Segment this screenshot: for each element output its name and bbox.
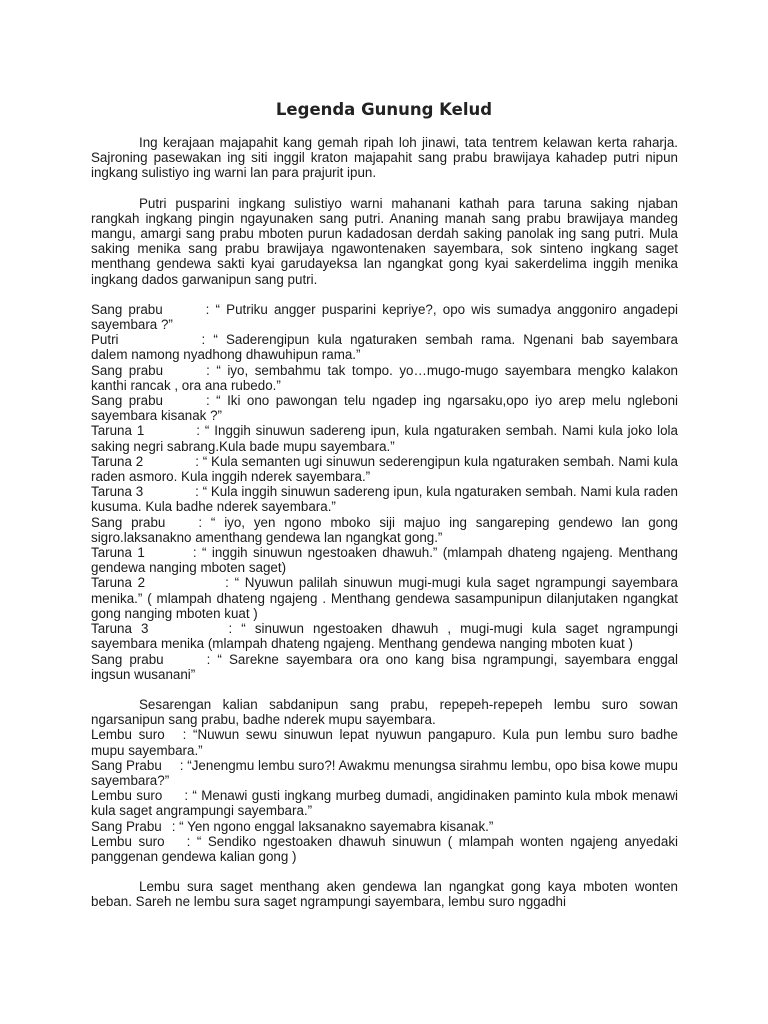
speaker-label: Taruna 1	[91, 545, 145, 561]
speaker-label: Sang prabu	[91, 651, 164, 667]
document-title: Legenda Gunung Kelud	[275, 100, 493, 119]
dialogue-line	[91, 393, 678, 423]
dialogue-line	[91, 727, 678, 757]
dialogue-line	[91, 545, 678, 575]
dialogue-line	[91, 484, 678, 514]
speaker-label: Lembu suro	[91, 727, 165, 743]
dialogue-text: : “ Putriku angger pusparini kepriye?, opo wis sumadya anggoniro angadepi sayembara ?”	[91, 301, 678, 333]
dialogue-text: : “ Sarekne sayembara ora ono kang bisa ngrampungi, sayembara enggal ingsun wusanani”	[91, 651, 679, 682]
speaker-label: Taruna 2	[91, 575, 146, 591]
dialogue-line	[91, 652, 678, 682]
dialogue-line	[91, 332, 678, 362]
dialogue-line	[91, 834, 678, 864]
speaker-label: Sang prabu	[91, 514, 166, 530]
speaker-label: Putri	[91, 332, 119, 348]
speaker-label: Sang prabu	[91, 393, 163, 409]
dialogue-text: : “ Iki ono pawongan telu ngadep ing ngarsaku,opo iyo arep melu ngleboni sayembara kisanak ?”	[91, 393, 678, 424]
speaker-label: Sang Prabu	[91, 818, 162, 834]
paragraph-3: Sesarengan kalian sabdanipun sang prabu, repepeh-repepeh lembu suro sowan ngarsanipun sang prabu, badhe nderek mupu sayembara.	[91, 696, 678, 728]
dialogue-text: : “ Nyuwun palilah sinuwun mugi-mugi kula saget ngrampungi sayembara menika.” ( mlampah dhateng ngajeng . Menthang gendewa sasampunipun dilanjutaken ngangkat gong nanging mboten kuat )	[91, 575, 678, 621]
speaker-label: Lembu suro	[91, 833, 165, 849]
dialogue-text: : “ Menawi gusti ingkang murbeg dumadi, angidinaken paminto kula mbok menawi kula saget angrampungi sayembara.”	[91, 788, 678, 819]
dialogue-text: : “ iyo, yen ngono mboko siji majuo ing sangareping gendewo lan gong sigro.laksanakno amenthang gendewa lan ngangkat gong.”	[91, 514, 678, 545]
dialogue-line	[91, 454, 678, 484]
dialogue-text: : “ Kula semanten ugi sinuwun sederengipun kula ngaturaken sembah. Nami kula raden asmoro. Kula inggih nderek sayembara.”	[91, 453, 678, 485]
speaker-label: Taruna 3	[91, 621, 149, 637]
speaker-label: Taruna 3	[91, 484, 144, 500]
dialogue-text: : “ iyo, sembahmu tak tompo. yo…mugo-mugo sayembara mengko kalakon kanthi rancak , ora ana rubedo.”	[91, 362, 678, 393]
speaker-label: Sang Prabu	[91, 757, 162, 773]
dialogue-line	[91, 575, 678, 621]
dialogue-line	[91, 515, 678, 545]
dialogue-text: : “ Inggih sinuwun sadereng ipun, kula ngaturaken sembah. Nami kula joko lola saking negri sabrang.Kula bade mupu sayembara.”	[91, 423, 678, 454]
dialogue-text: : “ Kula inggih sinuwun sadereng ipun, kula ngaturaken sembah. Nami kula raden kusuma. Kula badhe nderek sayembara.”	[91, 484, 678, 515]
paragraph-1: Ing kerajaan majapahit kang gemah ripah loh jinawi, tata tentrem kelawan kerta raharja. Sajroning pasewakan ing siti inggil kraton majapahit sang prabu brawijaya kahadep putri nipun ingkang sulistiyo ing warni lan para prajurit ipun.	[91, 135, 678, 181]
speaker-label: Taruna 1	[91, 423, 145, 439]
dialogue-text: : “ inggih sinuwun ngestoaken dhawuh.” (mlampah dhateng ngajeng. Menthang gendewa nanging mboten saget)	[91, 545, 678, 576]
speaker-label: Sang prabu	[91, 301, 163, 317]
dialogue-line	[91, 363, 678, 393]
dialogue-text: : “ Saderengipun kula ngaturaken sembah rama. Ngenani bab sayembara dalem namong nyadhong dhawuhipun rama.”	[91, 332, 678, 363]
paragraph-2: Putri pusparini ingkang sulistiyo warni mahanani kathah para taruna saking njaban rangkah ingkang pingin ngayunaken sang putri. Ananing manah sang prabu brawijaya mandeg mangu, amargi sang prabu mboten purun kadadosan derdah saking panolak ing sang putri. Mula saking menika sang prabu brawijaya ngawontenaken sayembara, sok sinteno ingkang saget menthang gendewa sakti kyai garudayeksa lan ngangkat gong kyai sakerdelima inggih menika ingkang dados garwanipun sang putri.	[91, 195, 678, 287]
dialogue-line	[91, 302, 678, 332]
dialogue-text: : “ sinuwun ngestoaken dhawuh , mugi-mugi kula saget ngrampungi sayembara menika (mlampah dhateng ngajeng. Menthang gendewa nanging mboten kuat )	[91, 621, 678, 652]
dialogue-line	[91, 819, 678, 834]
speaker-label: Sang prabu	[91, 362, 164, 378]
dialogue-block-2	[91, 727, 678, 864]
speaker-label: Lembu suro	[91, 788, 163, 804]
dialogue-line	[91, 758, 678, 788]
dialogue-text: : “Nuwun sewu sinuwun lepat nyuwun pangapuro. Kula pun lembu suro badhe mupu sayembara.”	[91, 727, 678, 758]
dialogue-text: : “Jenengmu lembu suro?! Awakmu menungsa sirahmu lembu, opo bisa kowe mupu sayembara?”	[91, 757, 678, 788]
dialogue-text: : “ Sendiko ngestoaken dhawuh sinuwun ( mlampah wonten ngajeng anyedaki panggenan gendewa kalian gong )	[91, 833, 678, 864]
dialogue-line	[91, 621, 678, 651]
dialogue-line	[91, 788, 678, 818]
paragraph-4: Lembu sura saget menthang aken gendewa lan ngangkat gong kaya mboten wonten beban. Sareh ne lembu sura saget ngrampungi sayembara, lembu suro nggadhi	[91, 879, 678, 910]
speaker-label: Taruna 2	[91, 453, 144, 469]
dialogue-block-1	[91, 302, 678, 682]
dialogue-text: : “ Yen ngono enggal laksanakno sayemabra kisanak.”	[171, 818, 494, 834]
dialogue-line	[91, 423, 678, 453]
document-body	[91, 135, 678, 910]
